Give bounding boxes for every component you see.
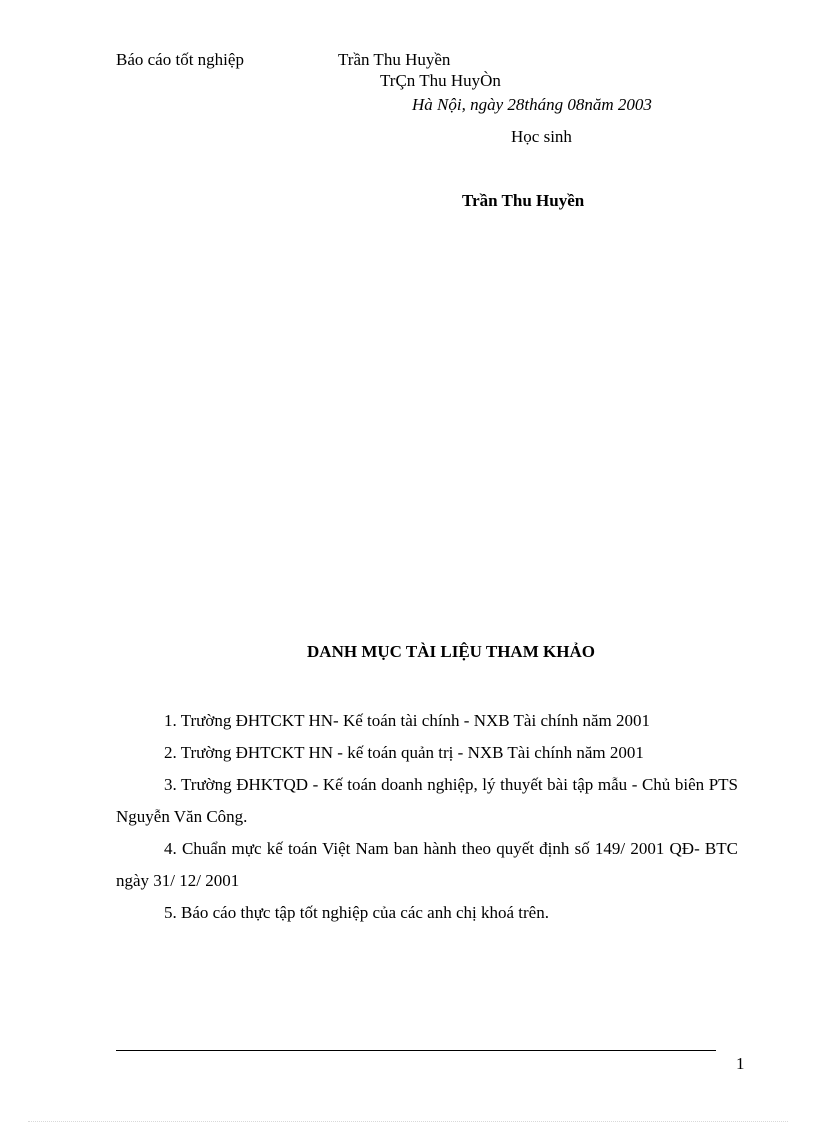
reference-item: 3. Trường ĐHKTQD - Kế toán doanh nghiệp, lý thuyết bài tập mẫu - Chủ biên PTS Nguyễn Văn Công. <box>116 775 738 826</box>
reference-item: 5. Báo cáo thực tập tốt nghiệp của các anh chị khoá trên. <box>164 903 549 922</box>
footer-divider <box>116 1050 716 1051</box>
reference-item: 4. Chuẩn mực kế toán Việt Nam ban hành theo quyết định số 149/ 2001 QĐ- BTC ngày 31/ 12/ 2001 <box>116 839 738 890</box>
page-edge-divider <box>28 1121 788 1122</box>
references-list <box>116 705 738 929</box>
header-doc-type: Báo cáo tốt nghiệp <box>116 50 244 69</box>
signer-role: Học sinh <box>511 127 572 146</box>
date-line: Hà Nội, ngày 28tháng 08năm 2003 <box>412 95 652 114</box>
page-number: 1 <box>736 1054 745 1073</box>
reference-item: 1. Trường ĐHTCKT HN- Kế toán tài chính - NXB Tài chính năm 2001 <box>164 711 650 730</box>
references-title: DANH MỤC TÀI LIỆU THAM KHẢO <box>307 642 595 661</box>
header-author: Trần Thu Huyền <box>338 50 451 69</box>
header-author-garbled: TrÇn Thu HuyÒn <box>380 71 501 90</box>
signer-name: Trần Thu Huyền <box>462 191 585 210</box>
reference-item: 2. Trường ĐHTCKT HN - kế toán quản trị - NXB Tài chính năm 2001 <box>164 743 644 762</box>
